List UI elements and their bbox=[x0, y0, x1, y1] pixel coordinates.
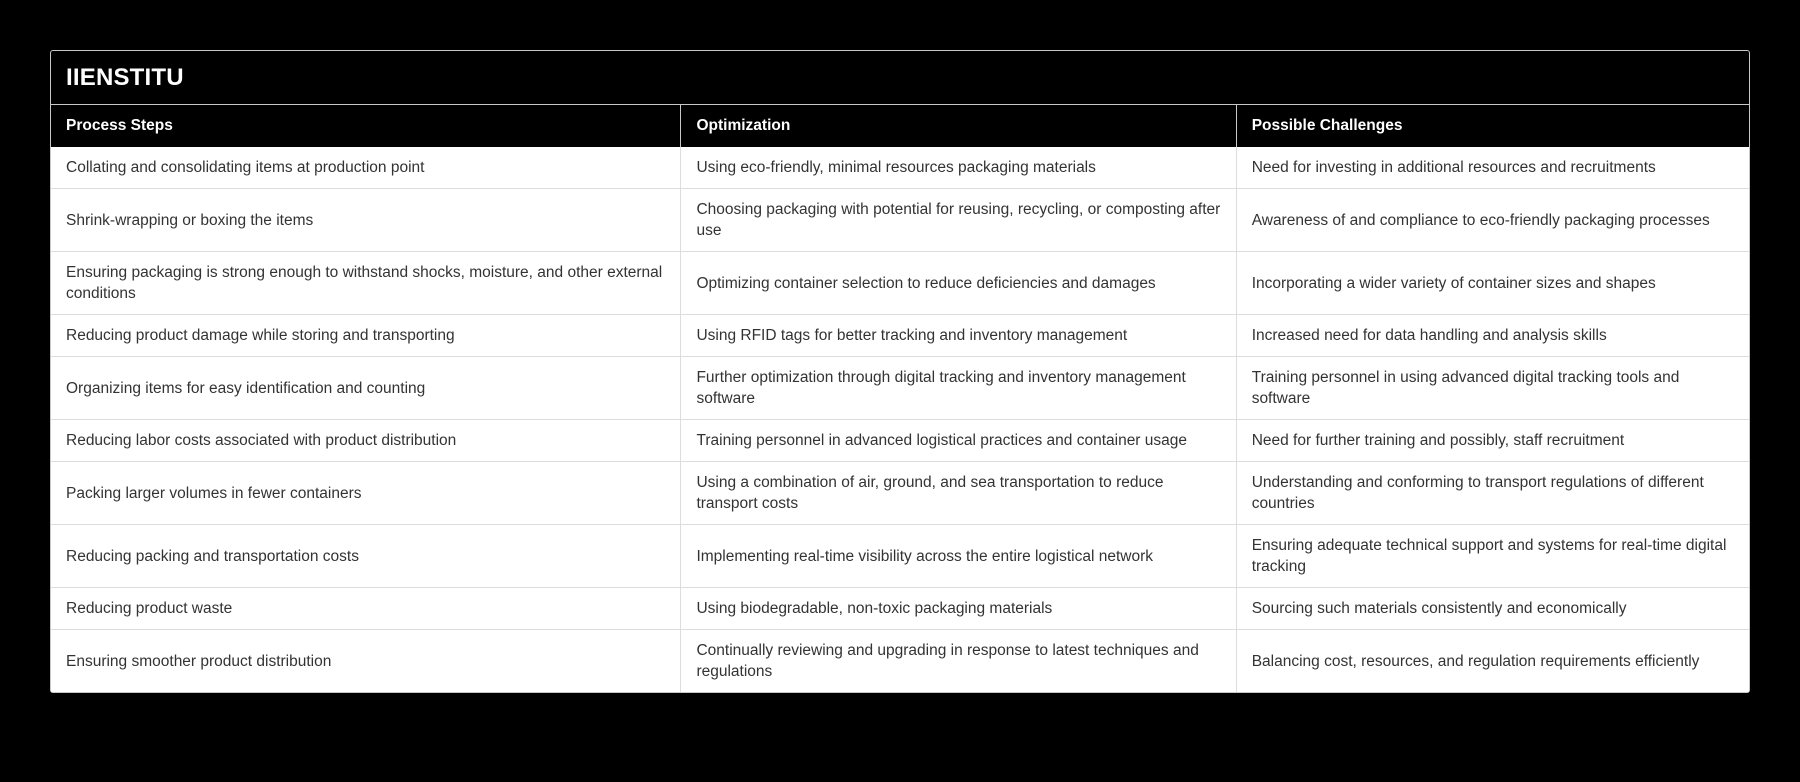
table-cell: Need for further training and possibly, staff recruitment bbox=[1236, 420, 1749, 462]
process-table bbox=[51, 105, 1749, 692]
table-cell: Using a combination of air, ground, and sea transportation to reduce transport costs bbox=[681, 462, 1236, 525]
table-cell: Ensuring packaging is strong enough to withstand shocks, moisture, and other external conditions bbox=[51, 252, 681, 315]
table-cell: Awareness of and compliance to eco-friendly packaging processes bbox=[1236, 189, 1749, 252]
table-cell: Ensuring smoother product distribution bbox=[51, 630, 681, 693]
table-cell: Collating and consolidating items at production point bbox=[51, 147, 681, 189]
table-cell: Incorporating a wider variety of container sizes and shapes bbox=[1236, 252, 1749, 315]
table-cell: Sourcing such materials consistently and economically bbox=[1236, 588, 1749, 630]
header-row bbox=[51, 105, 1749, 147]
table-card bbox=[50, 50, 1750, 693]
column-header-possible-challenges: Possible Challenges bbox=[1236, 105, 1749, 147]
table-cell: Reducing packing and transportation costs bbox=[51, 525, 681, 588]
table-cell: Shrink-wrapping or boxing the items bbox=[51, 189, 681, 252]
table-cell: Using eco-friendly, minimal resources packaging materials bbox=[681, 147, 1236, 189]
table-cell: Reducing labor costs associated with product distribution bbox=[51, 420, 681, 462]
table-header bbox=[51, 105, 1749, 147]
table-body bbox=[51, 147, 1749, 692]
column-header-optimization: Optimization bbox=[681, 105, 1236, 147]
table-cell: Reducing product waste bbox=[51, 588, 681, 630]
table-cell: Training personnel in using advanced digital tracking tools and software bbox=[1236, 357, 1749, 420]
table-row bbox=[51, 357, 1749, 420]
table-cell: Need for investing in additional resources and recruitments bbox=[1236, 147, 1749, 189]
table-cell: Balancing cost, resources, and regulation requirements efficiently bbox=[1236, 630, 1749, 693]
table-cell: Training personnel in advanced logistical practices and container usage bbox=[681, 420, 1236, 462]
table-row bbox=[51, 462, 1749, 525]
table-cell: Choosing packaging with potential for reusing, recycling, or composting after use bbox=[681, 189, 1236, 252]
table-cell: Further optimization through digital tracking and inventory management software bbox=[681, 357, 1236, 420]
table-row bbox=[51, 315, 1749, 357]
table-row bbox=[51, 630, 1749, 693]
table-cell: Continually reviewing and upgrading in response to latest techniques and regulations bbox=[681, 630, 1236, 693]
table-cell: Reducing product damage while storing and transporting bbox=[51, 315, 681, 357]
table-cell: Using RFID tags for better tracking and inventory management bbox=[681, 315, 1236, 357]
table-row bbox=[51, 588, 1749, 630]
table-row bbox=[51, 420, 1749, 462]
table-cell: Understanding and conforming to transport regulations of different countries bbox=[1236, 462, 1749, 525]
table-cell: Increased need for data handling and analysis skills bbox=[1236, 315, 1749, 357]
brand-title: IIENSTITU bbox=[51, 51, 1749, 105]
table-row bbox=[51, 147, 1749, 189]
table-row bbox=[51, 525, 1749, 588]
table-cell: Packing larger volumes in fewer containers bbox=[51, 462, 681, 525]
table-row bbox=[51, 252, 1749, 315]
column-header-process-steps: Process Steps bbox=[51, 105, 681, 147]
table-cell: Organizing items for easy identification and counting bbox=[51, 357, 681, 420]
table-cell: Optimizing container selection to reduce deficiencies and damages bbox=[681, 252, 1236, 315]
table-row bbox=[51, 189, 1749, 252]
table-cell: Using biodegradable, non-toxic packaging materials bbox=[681, 588, 1236, 630]
table-cell: Ensuring adequate technical support and systems for real-time digital tracking bbox=[1236, 525, 1749, 588]
table-cell: Implementing real-time visibility across the entire logistical network bbox=[681, 525, 1236, 588]
